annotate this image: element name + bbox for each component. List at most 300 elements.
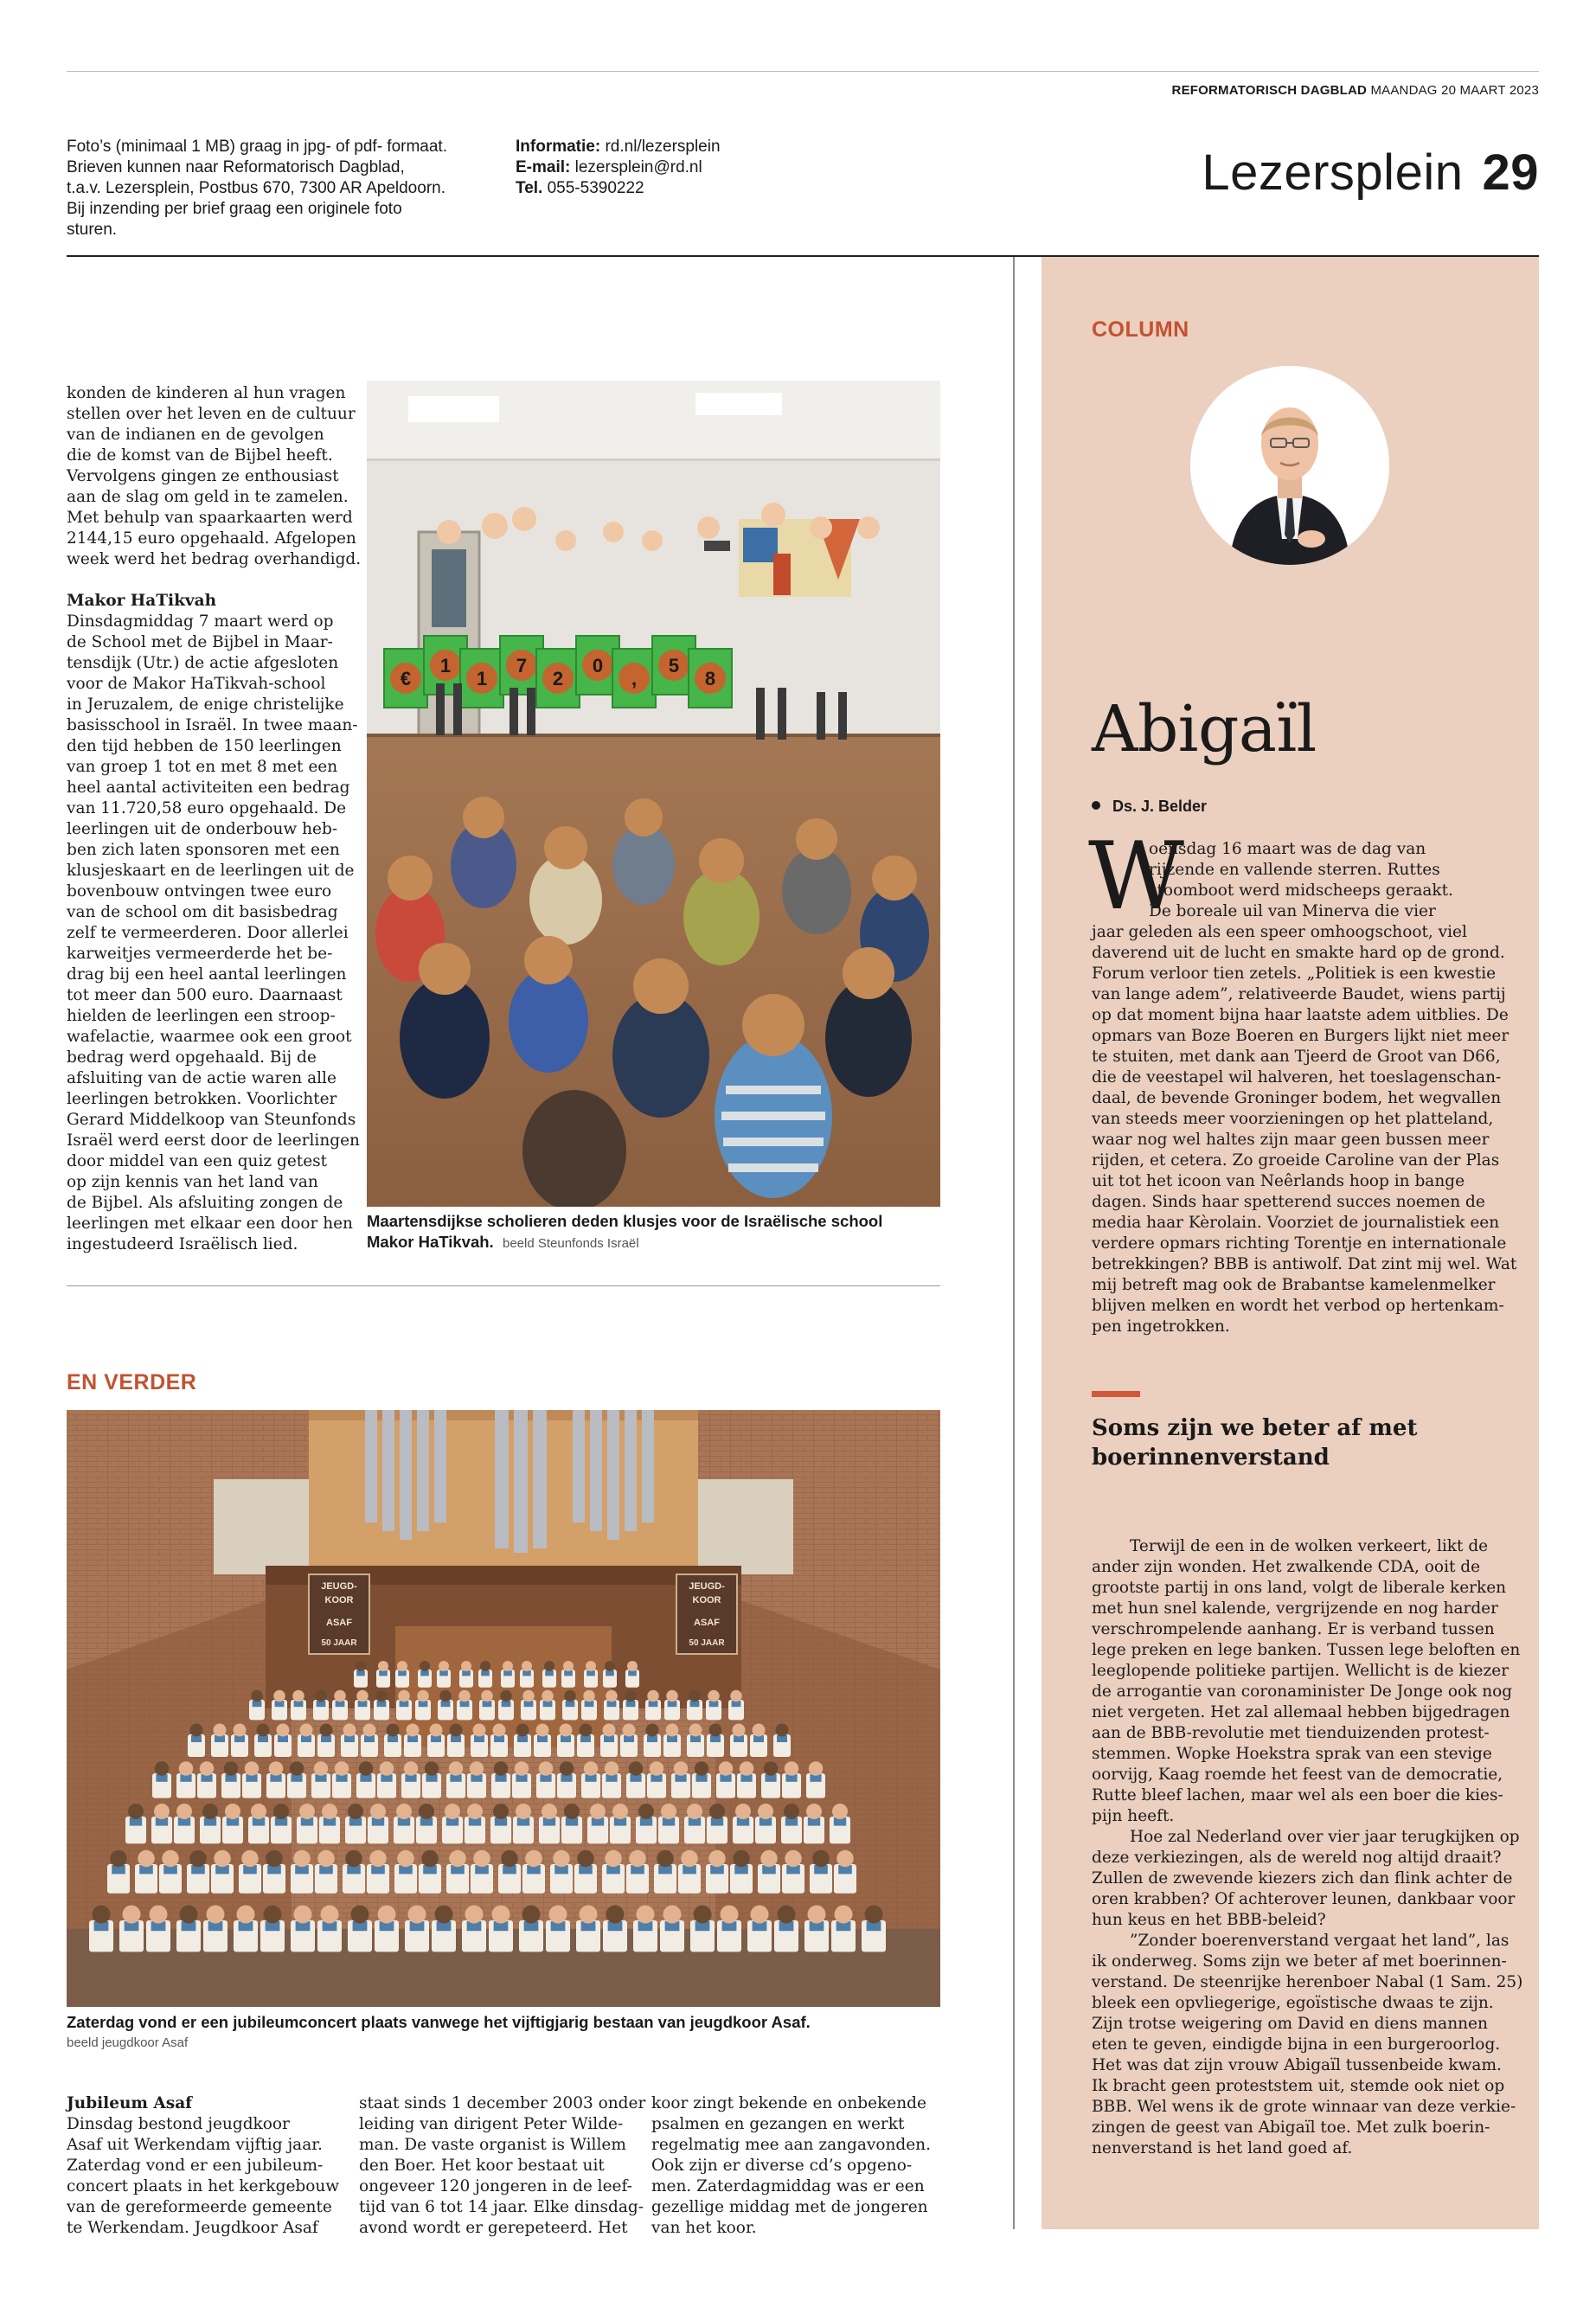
choir-member-head — [207, 1906, 225, 1924]
choir-member-head — [189, 1850, 207, 1868]
text-line: waar nog wel haltes zijn maar geen bussen meer — [1092, 1131, 1490, 1149]
choir-member-head — [425, 1761, 439, 1776]
article-column-text — [67, 2114, 343, 2239]
choir-member-head — [470, 1761, 484, 1776]
choir-member-head — [128, 1804, 144, 1819]
choir-member-head — [417, 1690, 429, 1702]
choir-member-head — [542, 1690, 554, 1702]
choir-member-head — [237, 1906, 255, 1924]
choir-member-head — [674, 1761, 689, 1776]
submission-line: Bij inzending per brief graag een originele foto — [67, 200, 402, 218]
choir-member-head — [549, 1906, 567, 1924]
text-line: leeglopende politieke partijen. Wellicht is de kiezer — [1092, 1662, 1509, 1680]
text-line: de arrogantie van coronaminister De Jonge ook nog — [1092, 1682, 1513, 1701]
choir-illustration — [67, 1410, 940, 2007]
choir-member-head — [277, 1724, 290, 1737]
banner-text: ASAF — [694, 1618, 720, 1628]
column-divider — [1013, 257, 1015, 2229]
choir-member-head — [740, 1761, 754, 1776]
section-title — [1202, 144, 1539, 202]
choir-member-head — [461, 1661, 471, 1671]
text-line: drag bij een heel aantal leerlingen — [67, 965, 347, 984]
choir-member-head — [356, 1690, 369, 1702]
text-line: 2144,15 euro opgehaald. Afgelopen — [67, 529, 356, 548]
text-line: karweitjes vermeerderde het be- — [67, 945, 333, 963]
choir-member-head — [522, 1690, 535, 1702]
text-line: tot meer dan 500 euro. Daarnaast — [67, 986, 343, 1004]
text-line: psalmen en gezangen en werkt — [651, 2115, 905, 2133]
choir-member-head — [650, 1761, 664, 1776]
text-line: lege preken en lege banken. Tussen lege beloften en — [1092, 1641, 1521, 1659]
article-column-text — [359, 2093, 646, 2239]
choir-member-head — [450, 1724, 463, 1737]
text-line: oensdag 16 maart was de dag van — [1149, 840, 1426, 858]
choir-member-head — [449, 1850, 466, 1868]
choir-member-head — [290, 1761, 304, 1776]
choir-member-head — [407, 1724, 420, 1737]
choir-member-head — [695, 1761, 709, 1776]
text-line: regelmatig mee aan zangavonden. — [651, 2136, 931, 2154]
choir-member-head — [154, 1804, 170, 1819]
text-line: Rutte bleef lachen, maar wel als een boer die kies- — [1092, 1786, 1503, 1804]
choir-member-head — [363, 1724, 376, 1737]
choir-member-head — [458, 1690, 471, 1702]
choir-member-head — [778, 1906, 796, 1924]
choir-member-head — [273, 1804, 289, 1819]
text-line: mij betreft mag ook de Brabantse kamelenmelker — [1092, 1276, 1496, 1294]
choir-member-head — [606, 1906, 625, 1924]
choir-member-head — [110, 1850, 127, 1868]
choir-member-head — [155, 1761, 170, 1776]
choir-member-head — [214, 1724, 227, 1737]
choir-member-head — [378, 1906, 396, 1924]
photo-credit: beeld Steunfonds Israël — [502, 1236, 639, 1251]
text-line: de Bijbel. Als afsluiting zongen de — [67, 1194, 343, 1212]
choir-member-head — [294, 1906, 312, 1924]
choir-member-head — [449, 1761, 464, 1776]
text-line: verstand. De steenrijke herenboer Nabal (1 Sam. 25) — [1092, 1973, 1523, 1991]
text-line: Zaterdag vond er een jubileum- — [67, 2157, 324, 2175]
text-line: pen ingetrokken. — [1092, 1317, 1230, 1336]
choir-member-head — [764, 1761, 779, 1776]
text-line: ander zijn wonden. Het zwalkende CDA, ooit de — [1092, 1558, 1481, 1576]
choir-member-head — [397, 1661, 407, 1671]
choir-member-head — [638, 1804, 654, 1819]
column-title: Abigaïl — [1092, 692, 1317, 766]
choir-member-head — [430, 1724, 443, 1737]
banner-text: 50 JAAR — [321, 1638, 357, 1648]
choir-member-head — [832, 1804, 848, 1819]
text-line: verschrompelende aanhang. Er is verband tussen — [1092, 1620, 1495, 1638]
info-label: Informatie: — [516, 138, 601, 156]
article-intro — [67, 383, 362, 570]
choir-member-head — [553, 1850, 570, 1868]
text-line: stoomboot werd midscheeps geraakt. — [1149, 881, 1453, 900]
choir-member-head — [661, 1804, 676, 1819]
text-line: heel aantal activiteiten een bedrag — [67, 779, 350, 797]
submission-line: Brieven kunnen naar Reformatorisch Dagblad, — [67, 158, 405, 176]
author-portrait-illustration — [1190, 366, 1389, 565]
text-line: aan de BBB-revolutie met tienduizenden protest- — [1092, 1724, 1490, 1742]
text-line: oorvijg, Kaag roemde het feest van de democratie, — [1092, 1766, 1503, 1784]
choir-member-head — [335, 1761, 349, 1776]
text-line: oren krabben? Of achterover leunen, dankbaar voor — [1092, 1890, 1516, 1908]
text-line: op zijn kennis van het land van — [67, 1173, 318, 1191]
choir-member-head — [536, 1724, 549, 1737]
text-line: bedrag werd opgehaald. Bij de — [67, 1048, 317, 1067]
choir-member-head — [785, 1850, 802, 1868]
submission-line: Foto’s (minimaal 1 MB) graag in jpg- of pdf- formaat. — [67, 138, 447, 156]
choir-member-head — [348, 1804, 363, 1819]
sign-character: € — [400, 668, 412, 689]
choir-member-head — [751, 1906, 769, 1924]
top-rule — [67, 71, 1539, 72]
text-line: dagen. Sinds haar spetterend succes noemen de — [1092, 1193, 1485, 1211]
choir-member-head — [687, 1804, 702, 1819]
choir-member-head — [623, 1724, 636, 1737]
column-subhead — [1092, 1413, 1490, 1472]
text-line: pijn heeft. — [1092, 1807, 1175, 1825]
choir-member-head — [419, 1804, 434, 1819]
text-line: op dat moment bijna haar laatste adem uitblies. De — [1092, 1006, 1509, 1024]
choir-member-head — [273, 1690, 285, 1702]
choir-member-head — [359, 1761, 374, 1776]
choir-member-head — [435, 1906, 453, 1924]
choir-member-head — [525, 1850, 542, 1868]
choir-member-head — [251, 1690, 263, 1702]
choir-member-head — [606, 1690, 618, 1702]
text-line: Zullen de zwevende kiezers zich dan flink achter de — [1092, 1869, 1513, 1888]
text-line: Asaf uit Werkendam vijftig jaar. — [67, 2136, 323, 2154]
choir-member-head — [584, 1761, 599, 1776]
choir-member-head — [637, 1906, 655, 1924]
choir-member-head — [300, 1724, 313, 1737]
text-line: Terwijl de een in de wolken verkeert, likt de — [1130, 1537, 1489, 1555]
choir-member-head — [404, 1761, 419, 1776]
text-line: die de komst van de Bijbel heeft. — [67, 446, 333, 465]
author-name: Ds. J. Belder — [1112, 798, 1208, 815]
column-lead — [1092, 839, 1498, 922]
text-line: rijden, et cetera. Zo groeide Caroline van der Plas — [1092, 1151, 1500, 1170]
photo-caption — [367, 1211, 940, 1254]
choir-member-head — [666, 1724, 679, 1737]
banner-text: JEUGD- — [689, 1581, 725, 1592]
text-line: ik onderweg. Soms zijn we beter af met boerinnen- — [1092, 1952, 1507, 1971]
choir-member-head — [179, 1761, 194, 1776]
byline — [1092, 798, 1207, 816]
text-line: deze verkiezingen, als de wereld nog altijd draait? — [1092, 1849, 1502, 1867]
choir-member-head — [522, 1661, 532, 1671]
choir-member-head — [241, 1850, 259, 1868]
choir-member-head — [516, 1804, 531, 1819]
text-line: klusjeskaart en de leerlingen uit de — [67, 862, 355, 880]
classroom-photo — [367, 381, 940, 1207]
text-line: ongeveer 120 jongeren in de leef- — [359, 2177, 632, 2195]
text-line: gezellige middag met de jongeren — [651, 2198, 928, 2216]
choir-member-head — [709, 1724, 722, 1737]
column-body-continued — [1092, 1536, 1523, 2159]
choir-member-head — [735, 1804, 751, 1819]
text-line: stellen over het leven en de cultuur — [67, 405, 356, 423]
choir-member-head — [544, 1661, 554, 1671]
article-subhead: Makor HaTikvah — [67, 592, 217, 610]
text-line: De boreale uil van Minerva die vier — [1149, 902, 1436, 920]
sign-character: 0 — [592, 655, 604, 676]
text-line: daal, de bevende Groninger bodem, het wegvallen — [1092, 1089, 1502, 1107]
choir-member-head — [180, 1906, 198, 1924]
choir-member-head — [269, 1761, 284, 1776]
kicker-en-verder: EN VERDER — [67, 1370, 197, 1394]
anniversary-banner-right — [676, 1574, 737, 1654]
text-line: hielden de leerlingen een stroop- — [67, 1007, 336, 1025]
text-line: media haar Kèrolain. Voorziet de journalistiek een — [1092, 1214, 1500, 1232]
choir-member-head — [321, 1906, 339, 1924]
choir-member-head — [586, 1661, 596, 1671]
anniversary-banner-left — [309, 1574, 369, 1654]
choir-member-head — [465, 1906, 484, 1924]
bullet-icon — [1092, 801, 1100, 810]
text-line: den tijd hebben de 150 leerlingen — [67, 737, 342, 755]
choir-member-head — [808, 1906, 826, 1924]
text-line: basisschool in Israël. In twee maan- — [67, 716, 358, 734]
choir-member-head — [473, 1724, 486, 1737]
choir-member-head — [809, 1761, 824, 1776]
text-line: ben zich laten sponsoren met een — [67, 841, 340, 859]
masthead — [67, 83, 1539, 104]
text-line: bleek een opvliegerige, egoïstische dwaas te zijn. — [1092, 1994, 1494, 2012]
text-line: van de gereformeerde gemeente — [67, 2198, 332, 2216]
choir-member-head — [408, 1906, 426, 1924]
text-line: grootste partij in ons land, volgt de liberale kerken — [1092, 1579, 1507, 1597]
choir-member-head — [299, 1804, 315, 1819]
text-line: eten te geven, eindigde bijna in een burgeroorlog. — [1092, 2035, 1501, 2054]
submission-info — [67, 137, 499, 240]
choir-member-head — [708, 1690, 720, 1702]
choir-member-head — [663, 1906, 682, 1924]
text-line: die de veestapel wil halveren, het toeslagenschan- — [1092, 1068, 1502, 1086]
text-line: van steeds meer voorzieningen op het platteland, — [1092, 1110, 1494, 1128]
choir-photo — [67, 1410, 940, 2007]
choir-member-head — [564, 1690, 576, 1702]
contact-info — [516, 137, 844, 199]
issue-date: MAANDAG 20 MAART 2023 — [1370, 83, 1539, 98]
author-portrait — [1190, 366, 1389, 565]
article-column-text — [651, 2093, 931, 2239]
text-line: te Werkendam. Jeugdkoor Asaf — [67, 2219, 318, 2237]
choir-member-head — [370, 1804, 386, 1819]
submission-line: sturen. — [67, 221, 118, 239]
choir-member-head — [420, 1661, 430, 1671]
choir-member-head — [605, 1761, 619, 1776]
choir-member-head — [629, 1850, 646, 1868]
choir-member-head — [681, 1850, 698, 1868]
tel-value: 055-5390222 — [547, 179, 644, 197]
choir-member-head — [494, 1761, 509, 1776]
text-line: Dinsdagmiddag 7 maart werd op — [67, 612, 334, 631]
choir-member-head — [603, 1724, 616, 1737]
choir-member-head — [293, 1850, 311, 1868]
choir-member-head — [542, 1804, 557, 1819]
text-line: betrekkingen? BBB is antiwolf. Dat zint mij wel. Wat — [1092, 1255, 1517, 1273]
choir-member-head — [646, 1724, 659, 1737]
choir-member-head — [190, 1724, 203, 1737]
choir-member-head — [719, 1761, 734, 1776]
choir-member-head — [666, 1690, 678, 1702]
choir-member-head — [625, 1690, 637, 1702]
email-link[interactable]: lezersplein@rd.nl — [574, 158, 702, 176]
text-line: Hoe zal Nederland over vier jaar terugkijken op — [1130, 1828, 1520, 1846]
choir-member-head — [225, 1804, 240, 1819]
choir-member-head — [500, 1690, 512, 1702]
choir-member-head — [387, 1724, 400, 1737]
text-line: van de indianen en de gevolgen — [67, 426, 324, 444]
subhead-line: Soms zijn we beter af met — [1092, 1415, 1418, 1441]
choir-member-head — [234, 1724, 247, 1737]
text-line: Gerard Middelkoop van Steunfonds — [67, 1111, 356, 1129]
choir-member-head — [224, 1761, 239, 1776]
choir-member-head — [784, 1804, 799, 1819]
column-text — [1092, 922, 1517, 1337]
text-line: leerlingen uit de onderbouw heb- — [67, 820, 338, 838]
choir-member-head — [375, 1690, 388, 1702]
choir-member-head — [563, 1661, 574, 1671]
classroom-illustration — [367, 381, 940, 1207]
choir-member-head — [657, 1850, 674, 1868]
choir-member-head — [708, 1850, 726, 1868]
text-line: staat sinds 1 december 2003 onder — [359, 2094, 646, 2112]
article-asaf-col3 — [651, 2093, 931, 2239]
text-line: van de school om dit basisbedrag — [67, 903, 338, 921]
text-line: te stuiten, met dank aan Tjeerd de Groot van D66, — [1092, 1048, 1501, 1066]
choir-member-head — [473, 1850, 490, 1868]
text-line: van 11.720,58 euro opgehaald. De — [67, 799, 347, 817]
choir-member-head — [396, 1804, 412, 1819]
choir-member-head — [492, 1906, 510, 1924]
info-link[interactable]: rd.nl/lezersplein — [605, 138, 721, 156]
text-line: afsluiting van de actie waren alle — [67, 1069, 337, 1087]
choir-member-head — [439, 1690, 452, 1702]
text-line: uit tot het icoon van Neêrlands hoop in bange — [1092, 1172, 1465, 1190]
choir-member-head — [481, 1690, 493, 1702]
choir-member-head — [733, 1724, 746, 1737]
text-line: Het was dat zijn vrouw Abigaïl tussenbeide kwam. — [1092, 2056, 1502, 2074]
caption-line: Maartensdijkse scholieren deden klusjes voor de Israëlische school — [367, 1212, 883, 1230]
choir-member-head — [320, 1724, 333, 1737]
choir-member-head — [647, 1690, 659, 1702]
text-line: BBB. Wel wens ik de grote winnaar van deze verkie- — [1092, 2098, 1516, 2116]
text-line: Israël werd eerst door de leerlingen — [67, 1131, 360, 1150]
text-line: in Jeruzalem, de enige christelijke — [67, 695, 344, 714]
tel-label: Tel. — [516, 179, 543, 197]
choir-member-head — [721, 1906, 739, 1924]
choir-member-head — [605, 1661, 615, 1671]
text-line: nenverstand is het land goed af. — [1092, 2139, 1353, 2157]
text-line: Vervolgens gingen ze enthousiast — [67, 467, 339, 485]
choir-member-head — [202, 1804, 218, 1819]
choir-member-head — [150, 1906, 168, 1924]
choir-member-head — [539, 1761, 554, 1776]
choir-member-head — [776, 1724, 789, 1737]
choir-member-head — [317, 1850, 335, 1868]
choir-member-head — [351, 1906, 369, 1924]
choir-member-head — [257, 1724, 270, 1737]
text-line: Ook zijn er diverse cd’s opgeno- — [651, 2157, 913, 2175]
banner-text: JEUGD- — [321, 1581, 357, 1592]
choir-member-head — [334, 1690, 346, 1702]
choir-member-head — [398, 1690, 410, 1702]
choir-member-head — [421, 1850, 439, 1868]
text-line: van het koor. — [651, 2219, 757, 2237]
text-line: de School met de Bijbel in Maar- — [67, 633, 333, 651]
text-line: week werd het bedrag overhandigd. — [67, 550, 362, 568]
choir-member-head — [493, 1804, 509, 1819]
text-line: tensdijk (Utr.) de actie afgesloten — [67, 654, 339, 672]
text-line: verdere opmars richting Torentje en internationale — [1092, 1234, 1507, 1253]
choir-member-head — [397, 1850, 414, 1868]
text-line: van groep 1 tot en met 8 met een — [67, 758, 338, 776]
sign-character: , — [631, 668, 638, 689]
choir-member-head — [865, 1906, 883, 1924]
text-line: zingen de geest van Abigaïl toe. Met zulk boerin- — [1092, 2118, 1490, 2137]
section-rule — [67, 1285, 940, 1286]
choir-member-head — [709, 1804, 725, 1819]
choir-member-head — [176, 1804, 192, 1819]
choir-member-head — [753, 1724, 766, 1737]
text-line: niet vergeten. Het zal allemaal hebben bijgedragen — [1092, 1703, 1510, 1721]
caption-line: Makor HaTikvah. — [367, 1233, 494, 1251]
text-line: jaar geleden als een speer omhoogschoot, viel — [1092, 923, 1467, 941]
choir-member-head — [445, 1804, 460, 1819]
text-line: Dinsdag bestond jeugdkoor — [67, 2115, 290, 2133]
sign-character: 2 — [552, 668, 564, 689]
text-line: leiding van dirigent Peter Wilde- — [359, 2115, 624, 2133]
choir-member-head — [730, 1690, 742, 1702]
choir-member-head — [694, 1906, 712, 1924]
text-line: door middel van een quiz getest — [67, 1152, 328, 1170]
choir-member-head — [760, 1850, 778, 1868]
choir-member-head — [292, 1690, 304, 1702]
article-asaf-col2 — [359, 2093, 646, 2239]
text-line: zelf te vermeerderen. Door allerlei — [67, 924, 349, 942]
choir-member-head — [501, 1850, 518, 1868]
text-line: avond wordt er gerepeteerd. Het — [359, 2219, 628, 2237]
choir-member-head — [93, 1906, 111, 1924]
article-subhead: Jubileum Asaf — [67, 2094, 193, 2112]
text-line: bovenbouw ontvingen twee euro — [67, 882, 332, 901]
text-line: tijd van 6 tot 14 jaar. Elke dinsdag- — [359, 2198, 644, 2216]
choir-member-head — [264, 1906, 282, 1924]
choir-member-head — [343, 1724, 356, 1737]
text-line: Forum verloor tien zetels. „Politiek is een kwestie — [1092, 965, 1497, 983]
choir-member-head — [493, 1724, 506, 1737]
accent-bar — [1092, 1391, 1140, 1397]
choir-member-head — [380, 1761, 394, 1776]
choir-member-head — [612, 1804, 628, 1819]
choir-member-head — [836, 1850, 854, 1868]
choir-member-head — [627, 1661, 638, 1671]
choir-member-head — [439, 1661, 449, 1671]
submission-line: t.a.v. Lezersplein, Postbus 670, 7300 AR Apeldoorn. — [67, 179, 445, 197]
text-line: wafelactie, waarmee ook een groot — [67, 1028, 352, 1046]
article-body — [67, 612, 360, 1255]
choir-member-head — [138, 1850, 155, 1868]
choir-member-head — [123, 1906, 141, 1924]
text-line: blijven melken en wordt het verbod op hertenkam- — [1092, 1297, 1504, 1315]
text-line: voor de Makor HaTikvah-school — [67, 675, 326, 693]
choir-member-head — [251, 1804, 266, 1819]
text-line: Zijn trotse weigering om David en diens mannen — [1092, 2015, 1488, 2033]
choir-photo-credit: beeld jeugdkoor Asaf — [67, 2035, 189, 2050]
